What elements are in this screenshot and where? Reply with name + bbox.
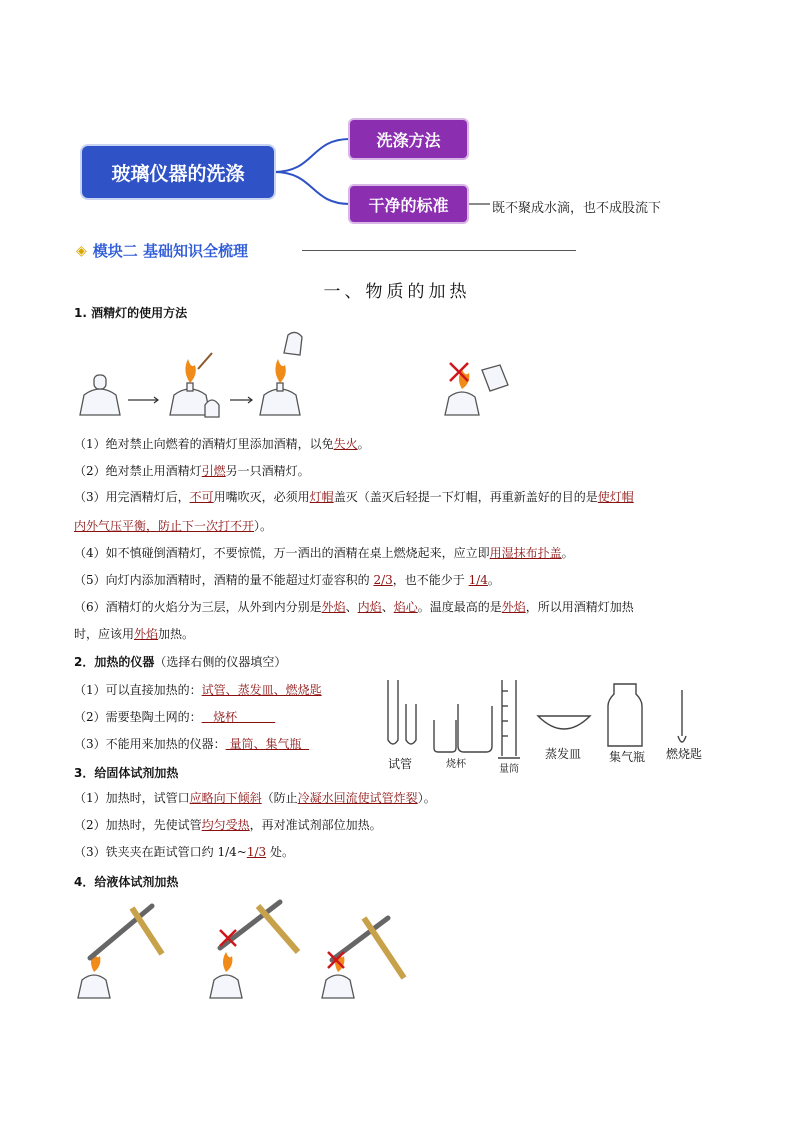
- diamond-icon: ◈: [76, 242, 87, 259]
- s2-line3: （3）不能用来加热的仪器： 量筒、集气瓶: [74, 737, 310, 751]
- instrument-label-spoon: 燃烧匙: [666, 747, 703, 761]
- instrument-label-cylinder: 量筒: [499, 764, 519, 775]
- section-divider: [302, 250, 576, 251]
- section-header: [76, 240, 248, 261]
- page-title: 一、物质的加热: [323, 282, 471, 302]
- liquid-heating-illustration: [70, 896, 430, 1006]
- s1-line6: （6）酒精灯的火焰分为三层，从外到内分别是外焰、内焰、焰心。温度最高的是外焰，所以用酒精灯加热: [74, 600, 634, 614]
- s1-line6b: 时，应该用外焰加热。: [74, 627, 195, 641]
- alcohol-lamp-illustration: [70, 325, 530, 425]
- s4-heading: 4．给液体试剂加热: [74, 875, 179, 889]
- s1-line5: （5）向灯内添加酒精时，酒精的量不能超过灯壶容积的 2/3，也不能少于 1/4。: [74, 573, 500, 587]
- s1-heading: 1. 酒精灯的使用方法: [74, 306, 188, 320]
- s1-line3: （3）用完酒精灯后，不可用嘴吹灭，必须用灯帽盖灭（盖灭后轻提一下灯帽，再重新盖好的目的是使灯帽: [74, 490, 634, 504]
- instrument-label-gas-bottle: 集气瓶: [609, 750, 646, 764]
- section-title: 模块二 基础知识全梳理: [92, 242, 249, 260]
- instrument-label-beaker: 烧杯: [446, 759, 466, 770]
- s3-line2: （2）加热时，先使试管均匀受热，再对准试剂部位加热。: [74, 818, 382, 832]
- s3-line1: （1）加热时，试管口应略向下倾斜（防止冷凝水回流使试管炸裂）。: [74, 791, 436, 805]
- s2-line2: （2）需要垫陶土网的： 烧杯: [74, 710, 276, 724]
- mindmap-root: 玻璃仪器的洗涤: [82, 146, 274, 198]
- mindmap-branch-washing-method: 洗涤方法: [350, 120, 467, 158]
- mindmap-clean-note: 既不聚成水滴，也不成股流下: [492, 201, 662, 216]
- s1-line1: （1）绝对禁止向燃着的酒精灯里添加酒精，以免失火。: [74, 437, 370, 451]
- instrument-label-dish: 蒸发皿: [545, 747, 582, 761]
- s2-line1: （1）可以直接加热的：试管、蒸发皿、燃烧匙: [74, 683, 322, 697]
- instrument-label-test-tube: 试管: [388, 757, 413, 771]
- s2-heading-row: 2．加热的仪器（选择右侧的仪器填空）: [74, 655, 287, 669]
- s1-line3b: 内外气压平衡，防止下一次打不开）。: [74, 519, 273, 533]
- s1-line4: （4）如不慎碰倒酒精灯，不要惊慌，万一洒出的酒精在桌上燃烧起来，应立即用湿抹布扑盖。: [74, 546, 574, 560]
- s1-line2: （2）绝对禁止用酒精灯引燃另一只酒精灯。: [74, 464, 310, 478]
- s3-line3: （3）铁夹夹在距试管口约 1/4~1/3 处。: [74, 845, 294, 859]
- s3-heading: 3．给固体试剂加热: [74, 766, 179, 780]
- mindmap-branch-clean-standard: 干净的标准: [350, 186, 467, 222]
